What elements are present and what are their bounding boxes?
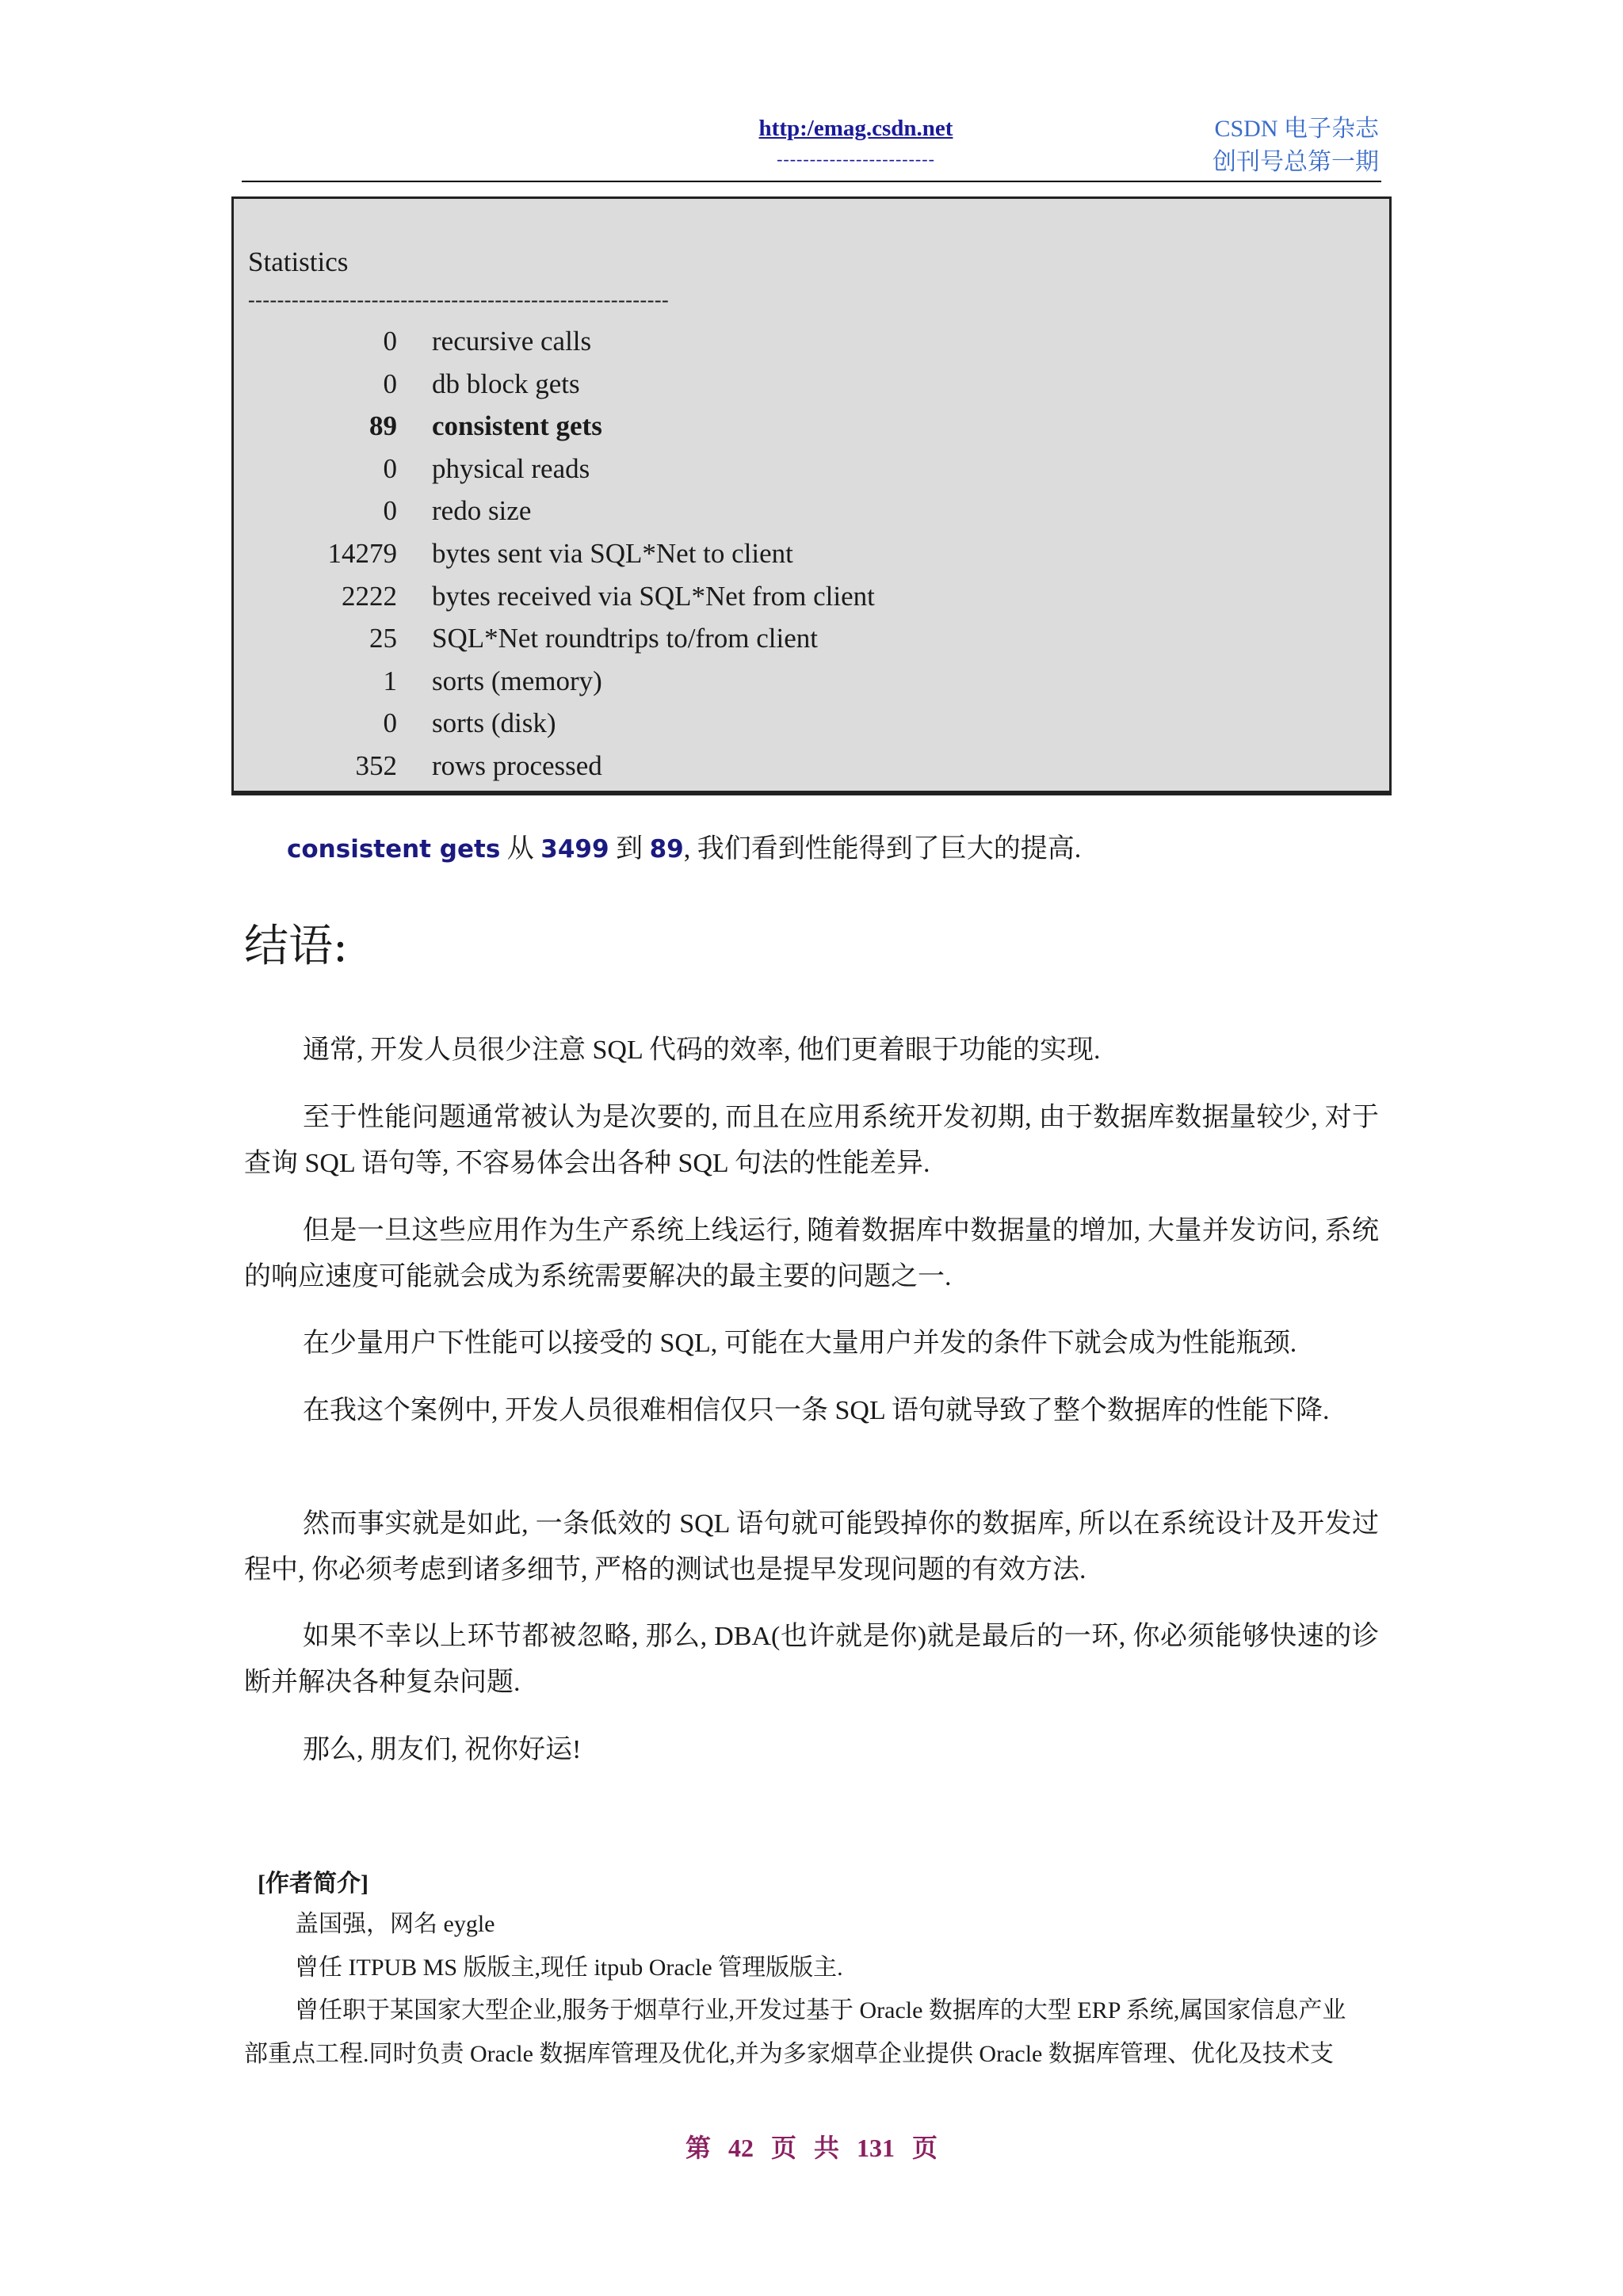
stat-row	[234, 538, 1389, 581]
stat-row	[234, 581, 1389, 624]
stat-value: 0	[383, 707, 397, 739]
stat-row	[234, 707, 1389, 750]
summary-keyword: consistent gets	[287, 835, 501, 864]
header-url-link[interactable]: http:/emag.csdn.net	[758, 116, 953, 141]
header-magazine	[1212, 113, 1379, 179]
stat-label: consistent gets	[432, 410, 602, 442]
author-name-line: 盖国强，网名 eygle	[295, 1911, 495, 1937]
stat-value: 25	[369, 623, 397, 654]
statistics-box	[231, 196, 1392, 795]
stat-row	[234, 666, 1389, 708]
summary-text: 到	[609, 834, 650, 864]
author-bio-line: 曾任职于某国家大型企业,服务于烟草行业,开发过基于 Oracle 数据库的大型 ERP 系统,属国家信息产业	[295, 1997, 1346, 2023]
stat-row	[234, 623, 1389, 666]
statistics-list	[234, 326, 1389, 793]
paragraph: 在我这个案例中, 开发人员很难相信仅只一条 SQL 语句就导致了整个数据库的性能下降.	[303, 1396, 1330, 1425]
magazine-name: CSDN 电子杂志	[1214, 116, 1379, 142]
stat-row	[234, 495, 1389, 538]
magazine-issue: 创刊号总第一期	[1212, 149, 1379, 175]
statistics-title: Statistics	[248, 246, 349, 277]
author-role-line: 曾任 ITPUB MS 版版主,现任 itpub Oracle 管理版版主.	[295, 1955, 843, 1981]
page-number-footer: 第 42 页 共 131 页	[685, 2134, 938, 2162]
stat-label: bytes received via SQL*Net from client	[432, 580, 875, 612]
stat-label: bytes sent via SQL*Net to client	[432, 537, 793, 569]
conclusion-heading: 结语:	[244, 921, 348, 972]
header-rule	[242, 181, 1381, 182]
paragraph: 通常, 开发人员很少注意 SQL 代码的效率, 他们更着眼于功能的实现.	[303, 1035, 1101, 1065]
stat-value: 89	[369, 410, 397, 442]
stat-value: 352	[355, 749, 397, 781]
stat-value: 2222	[342, 580, 397, 612]
paragraph: 但是一旦这些应用作为生产系统上线运行, 随着数据库中数据量的增加, 大量并发访问, 系统的响应速度可能就会成为系统需要解决的最主要的问题之一.	[244, 1216, 1379, 1291]
paragraph: 在少量用户下性能可以接受的 SQL, 可能在大量用户并发的条件下就会成为性能瓶颈.	[303, 1329, 1297, 1358]
paragraph: 如果不幸以上环节都被忽略, 那么, DBA(也许就是你)就是最后的一环, 你必须能够快速的诊断并解决各种复杂问题.	[244, 1622, 1379, 1697]
paragraph: 然而事实就是如此, 一条低效的 SQL 语句就可能毁掉你的数据库, 所以在系统设计及开发过程中, 你必须考虑到诸多细节, 严格的测试也是提早发现问题的有效方法.	[244, 1509, 1379, 1585]
summary-after-value: 89	[649, 835, 684, 864]
stat-label: db block gets	[432, 368, 580, 399]
header-url-dashes: ------------------------	[777, 149, 935, 169]
summary-text: , 我们看到性能得到了巨大的提高.	[683, 834, 1082, 864]
stat-label: SQL*Net roundtrips to/from client	[432, 623, 819, 654]
author-section-title: [作者简介]	[258, 1871, 369, 1897]
stat-value: 1	[383, 665, 397, 696]
stat-label: physical reads	[432, 452, 590, 484]
stat-row	[234, 368, 1389, 411]
stat-row	[234, 326, 1389, 368]
stat-label: redo size	[432, 495, 532, 527]
stat-value: 14279	[327, 537, 397, 569]
stat-label: sorts (memory)	[432, 665, 602, 696]
stat-value: 0	[383, 452, 397, 484]
stat-label: sorts (disk)	[432, 707, 556, 739]
summary-before-value: 3499	[540, 835, 609, 864]
stat-row-highlight	[234, 410, 1389, 453]
summary-text: 从	[500, 834, 541, 864]
stat-label: rows processed	[432, 749, 602, 781]
stat-value: 0	[383, 368, 397, 399]
paragraph: 那么, 朋友们, 祝你好运!	[303, 1735, 582, 1764]
performance-summary	[287, 826, 1081, 865]
stat-row	[234, 453, 1389, 496]
paragraph: 至于性能问题通常被认为是次要的, 而且在应用系统开发初期, 由于数据库数据量较少, 对于查询 SQL 语句等, 不容易体会出各种 SQL 句法的性能差异.	[244, 1103, 1379, 1178]
stat-value: 0	[383, 326, 397, 357]
stat-value: 0	[383, 495, 397, 527]
author-bio-line: 部重点工程.同时负责 Oracle 数据库管理及优化,并为多家烟草企业提供 Oracle 数据库管理、优化及技术支	[244, 2041, 1334, 2067]
stat-row	[234, 750, 1389, 793]
stat-label: recursive calls	[432, 326, 592, 357]
statistics-separator: ----------------------------------------------------------	[248, 288, 670, 311]
